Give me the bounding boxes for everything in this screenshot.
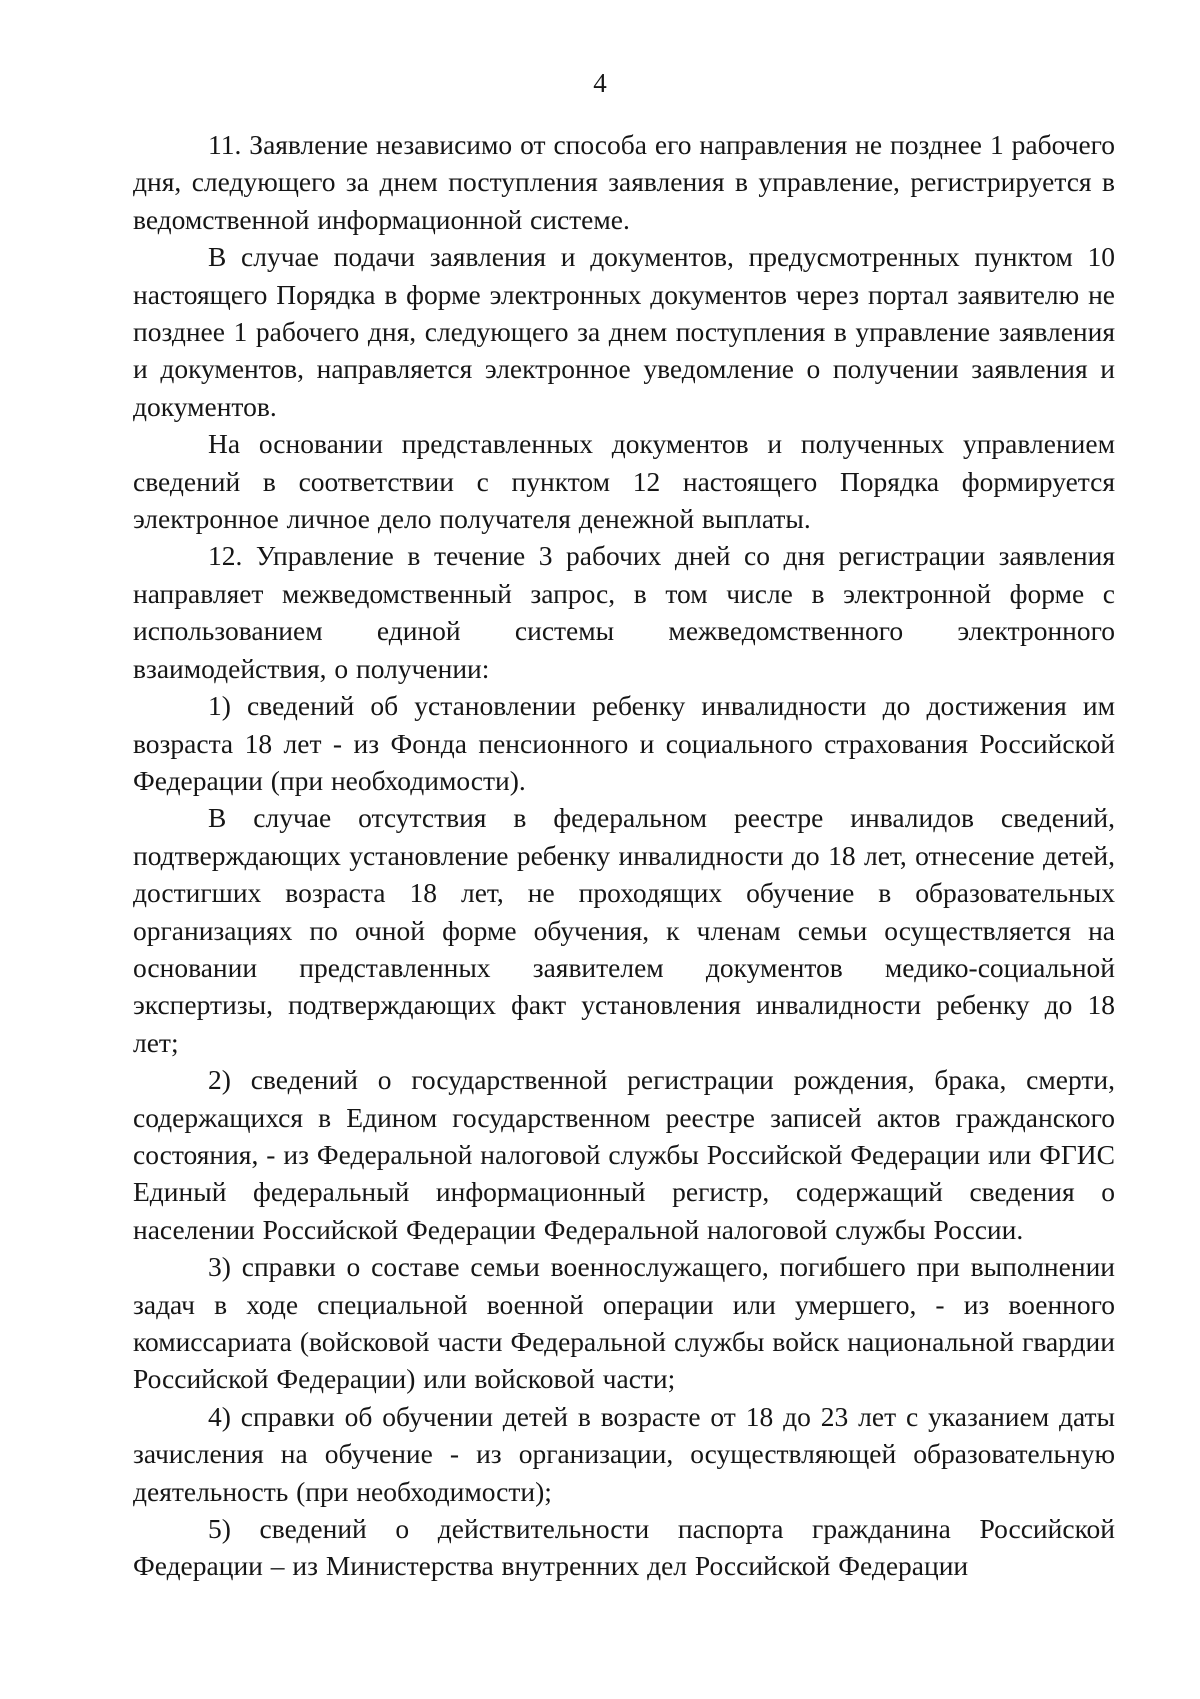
list-item-1: 1) сведений об установлении ребенку инвалидности до достижения им возраста 18 лет - из Фонда пенсионного и социального страхования Российской Федерации (при необходимости). bbox=[133, 690, 1115, 796]
paragraph-12: 12. Управление в течение 3 рабочих дней со дня регистрации заявления направляет межведомственный запрос, в том числе в электронной форме с использованием единой системы межведомственного электронного взаимодействия, о получении: bbox=[133, 540, 1115, 684]
list-item-5: 5) сведений о действительности паспорта гражданина Российской Федерации – из Министерства внутренних дел Российской Федерации bbox=[133, 1513, 1115, 1582]
paragraph-electronic-submission: В случае подачи заявления и документов, предусмотренных пунктом 10 настоящего Порядка в форме электронных документов через портал заявителю не позднее 1 рабочего дня, следующего за днем поступления в управление заявления и документов, направляется электронное уведомление о получении заявления и документов. bbox=[133, 241, 1115, 422]
list-item-2: 2) сведений о государственной регистрации рождения, брака, смерти, содержащихся в Едином государственном реестре записей актов гражданского состояния, - из Федеральной налоговой службы Российской Федерации или ФГИС Единый федеральный информационный регистр, содержащий сведения о населении Российской Федерации Федеральной налоговой службы России. bbox=[133, 1064, 1115, 1245]
paragraph-disability-note: В случае отсутствия в федеральном реестре инвалидов сведений, подтверждающих установление ребенку инвалидности до 18 лет, отнесение детей, достигших возраста 18 лет, не проходящих обучение в образовательных организациях по очной форме обучения, к членам семьи осуществляется на основании представленных заявителем документов медико-социальной экспертизы, подтверждающих факт установления инвалидности ребенку до 18 лет; bbox=[133, 802, 1115, 1058]
paragraph-11: 11. Заявление независимо от способа его направления не позднее 1 рабочего дня, следующего за днем поступления заявления в управление, регистрируется в ведомственной информационной системе. bbox=[133, 129, 1115, 235]
list-item-3: 3) справки о составе семьи военнослужащего, погибшего при выполнении задач в ходе специальной военной операции или умершего, - из военного комиссариата (войсковой части Федеральной службы войск национальной гвардии Российской Федерации) или войсковой части; bbox=[133, 1251, 1115, 1395]
page-number: 4 bbox=[593, 68, 607, 98]
paragraph-personal-file: На основании представленных документов и полученных управлением сведений в соответствии с пунктом 12 настоящего Порядка формируется электронное личное дело получателя денежной выплаты. bbox=[133, 428, 1115, 535]
document-body bbox=[133, 126, 1115, 1585]
list-item-4: 4) справки об обучении детей в возрасте от 18 до 23 лет с указанием даты зачисления на обучение - из организации, осуществляющей образовательную деятельность (при необходимости); bbox=[133, 1400, 1115, 1507]
